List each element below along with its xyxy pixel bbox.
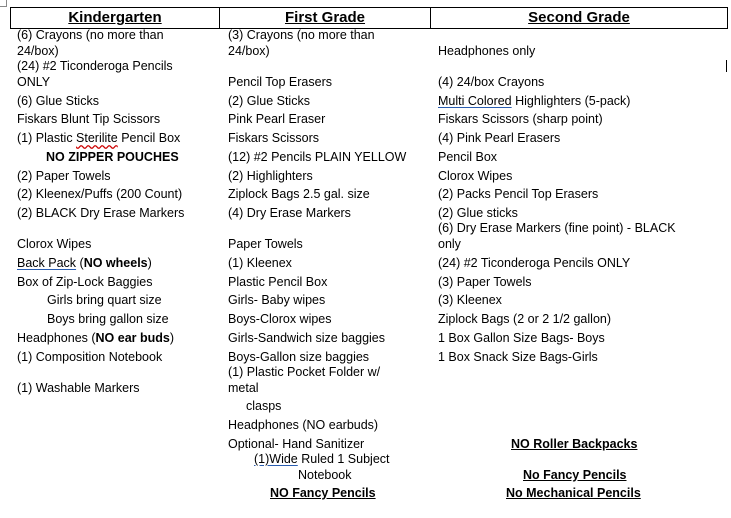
list-item: Fiskars Scissors bbox=[228, 131, 319, 145]
list-item-emphasis: NO Roller Backpacks bbox=[511, 437, 638, 451]
list-item: Plastic Pencil Box bbox=[228, 275, 328, 289]
list-item: Clorox Wipes bbox=[438, 169, 513, 183]
list-item-text: Highlighters (5-pack) bbox=[511, 94, 631, 108]
list-item: (2) Glue Sticks bbox=[228, 94, 310, 108]
list-item: (1) Kleenex bbox=[228, 256, 292, 270]
list-item: Fiskars Blunt Tip Scissors bbox=[17, 112, 161, 126]
list-item-text: ) bbox=[169, 331, 175, 345]
list-item: Clorox Wipes bbox=[17, 237, 92, 251]
list-item: (2) Glue sticks bbox=[438, 206, 518, 220]
page-corner-mark bbox=[0, 0, 7, 7]
header-first-grade: First Grade bbox=[284, 9, 366, 26]
list-item-text: Pencil Box bbox=[117, 131, 181, 145]
list-item: Notebook bbox=[298, 468, 352, 482]
list-item: (1) Plastic Pocket Folder w/ bbox=[228, 365, 381, 379]
list-item-text: ( bbox=[76, 256, 84, 270]
list-item: 1 Box Gallon Size Bags- Boys bbox=[438, 331, 605, 345]
list-item: (6) Dry Erase Markers (fine point) - BLACK bbox=[438, 221, 676, 235]
list-item: (2) Kleenex/Puffs (200 Count) bbox=[17, 187, 183, 201]
list-item: Fiskars Scissors (sharp point) bbox=[438, 112, 603, 126]
list-item: (3) Crayons (no more than bbox=[228, 28, 375, 42]
list-item: (4) Dry Erase Markers bbox=[228, 206, 351, 220]
list-item bbox=[254, 452, 390, 467]
list-item: Girls-Sandwich size baggies bbox=[228, 331, 386, 345]
list-item-text: Ruled 1 Subject bbox=[297, 452, 390, 466]
list-item: (4) Pink Pearl Erasers bbox=[438, 131, 561, 145]
list-item: (12) #2 Pencils PLAIN YELLOW bbox=[228, 150, 407, 164]
list-item: 24/box) bbox=[17, 44, 59, 58]
text-cursor bbox=[726, 60, 727, 72]
list-item: (24) #2 Ticonderoga Pencils ONLY bbox=[438, 256, 631, 270]
list-item bbox=[17, 131, 180, 146]
header-kindergarten: Kindergarten bbox=[68, 9, 162, 26]
list-item: Ziplock Bags 2.5 gal. size bbox=[228, 187, 370, 201]
list-item: (1) Composition Notebook bbox=[17, 350, 163, 364]
list-item: (3) Paper Towels bbox=[438, 275, 532, 289]
list-item-text: Headphones ( bbox=[17, 331, 96, 345]
list-item: (1) Washable Markers bbox=[17, 381, 140, 395]
list-item bbox=[17, 256, 152, 271]
list-item: Optional- Hand Sanitizer bbox=[228, 437, 365, 451]
list-item: Boys bring gallon size bbox=[47, 312, 169, 326]
list-item: Ziplock Bags (2 or 2 1/2 gallon) bbox=[438, 312, 612, 326]
list-item-emphasis: NO wheels bbox=[83, 256, 148, 270]
list-item: (3) Kleenex bbox=[438, 293, 502, 307]
list-item: Boys-Clorox wipes bbox=[228, 312, 332, 326]
list-item-emphasis: No Fancy Pencils bbox=[523, 468, 627, 482]
list-item: clasps bbox=[246, 399, 282, 413]
list-item: Pink Pearl Eraser bbox=[228, 112, 326, 126]
list-item: Headphones only bbox=[438, 44, 536, 58]
list-item-emphasis: NO ear buds bbox=[95, 331, 170, 345]
list-item: (2) Highlighters bbox=[228, 169, 313, 183]
list-item: Headphones (NO earbuds) bbox=[228, 418, 379, 432]
list-item-text: (1) Plastic bbox=[17, 131, 77, 145]
misspelled-word: Sterilite bbox=[76, 131, 118, 145]
list-item: Pencil Box bbox=[438, 150, 498, 164]
list-item bbox=[17, 331, 174, 346]
list-item: (4) 24/box Crayons bbox=[438, 75, 545, 89]
list-item: (6) Crayons (no more than bbox=[17, 28, 164, 42]
list-item: only bbox=[438, 237, 461, 251]
list-item: (2) Paper Towels bbox=[17, 169, 111, 183]
list-item: Paper Towels bbox=[228, 237, 303, 251]
list-item: (6) Glue Sticks bbox=[17, 94, 99, 108]
list-item-text: ) bbox=[147, 256, 152, 270]
list-item: (2) Packs Pencil Top Erasers bbox=[438, 187, 599, 201]
header-row bbox=[10, 7, 728, 29]
list-item: ONLY bbox=[17, 75, 51, 89]
list-item: metal bbox=[228, 381, 259, 395]
header-second-grade: Second Grade bbox=[528, 9, 630, 26]
grammar-flag-word: Back Pack bbox=[17, 256, 77, 270]
list-item: Pencil Top Erasers bbox=[228, 75, 332, 89]
list-item bbox=[438, 94, 630, 109]
list-item: Girls- Baby wipes bbox=[228, 293, 326, 307]
list-item-emphasis: No Mechanical Pencils bbox=[506, 486, 641, 500]
list-item-emphasis: NO Fancy Pencils bbox=[270, 486, 376, 500]
list-item: Girls bring quart size bbox=[47, 293, 162, 307]
grammar-flag-word: Multi Colored bbox=[438, 94, 512, 108]
list-item: 24/box) bbox=[228, 44, 270, 58]
list-item: (2) BLACK Dry Erase Markers bbox=[17, 206, 185, 220]
list-item: Boys-Gallon size baggies bbox=[228, 350, 370, 364]
list-item-emphasis: NO ZIPPER POUCHES bbox=[46, 150, 179, 164]
grammar-flag-word: (1)Wide bbox=[254, 452, 298, 466]
list-item: (24) #2 Ticonderoga Pencils bbox=[17, 59, 173, 73]
list-item: 1 Box Snack Size Bags-Girls bbox=[438, 350, 598, 364]
list-item: Box of Zip-Lock Baggies bbox=[17, 275, 153, 289]
